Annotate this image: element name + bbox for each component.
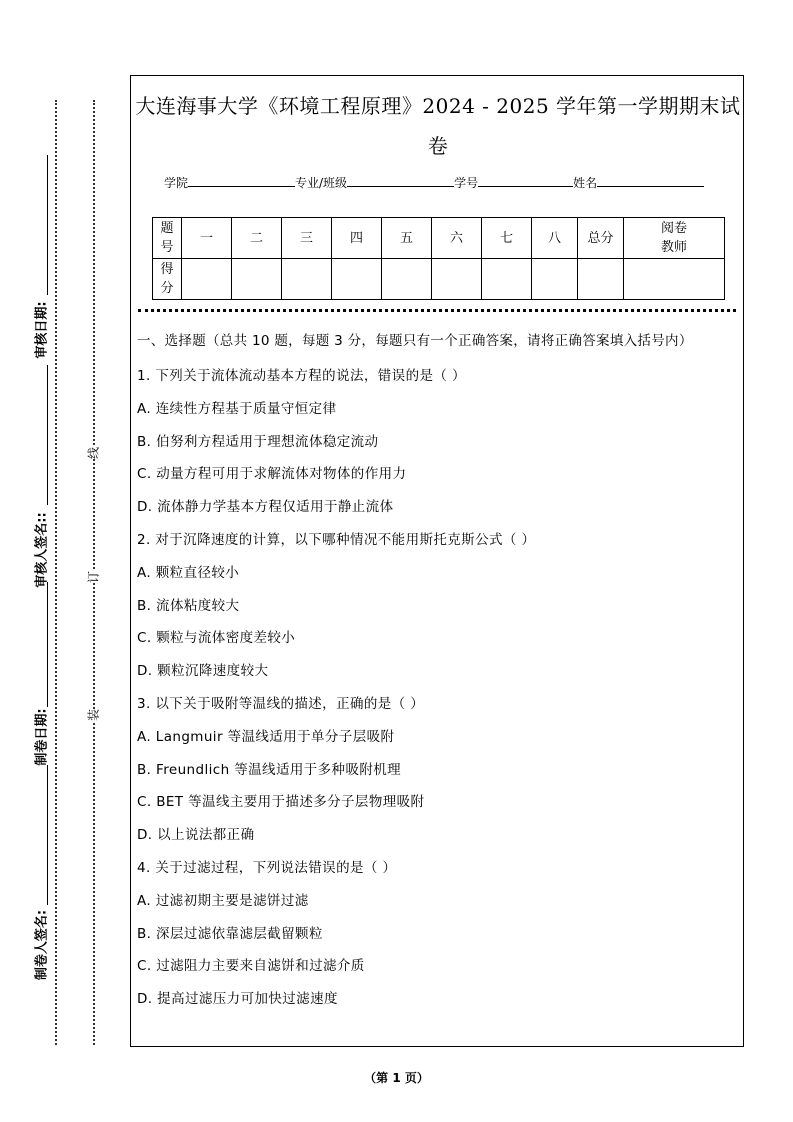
col-header: 八 (532, 218, 578, 259)
col-header: 六 (432, 218, 482, 259)
score-cell[interactable] (282, 259, 332, 300)
question-content (137, 330, 737, 1016)
student-id-label: 学号 (454, 176, 479, 190)
exam-title-line1: 大连海事大学《环境工程原理》2024 - 2025 学年第一学期期末试 (135, 94, 741, 118)
made-date-blank[interactable] (47, 582, 48, 707)
maker-signature-label: 制卷人签名: (34, 909, 50, 981)
question-option: C. 颗粒与流体密度差较小 (137, 630, 296, 647)
question-option: A. Langmuir 等温线适用于单分子层吸附 (137, 728, 395, 745)
col-header: 三 (282, 218, 332, 259)
section-intro: 一、选择题（总共 10 题，每题 3 分，每题只有一个正确答案，请将正确答案填入括号内） (137, 333, 693, 349)
score-table-score-row (153, 259, 725, 300)
question-option: C. BET 等温线主要用于描述多分子层物理吸附 (137, 794, 425, 811)
auditor-signature-label: 审核人签名:: (34, 512, 50, 588)
binding-char-zhuang: 装 (83, 709, 104, 721)
question-option: D. 提高过滤压力可加快过滤速度 (137, 991, 338, 1008)
score-row-header: 得 分 (153, 259, 182, 300)
score-cell[interactable] (332, 259, 382, 300)
question-stem: 3. 以下关于吸附等温线的描述，正确的是（ ） (137, 695, 425, 712)
question-stem: 4. 关于过滤过程，下列说法错误的是（ ） (137, 859, 397, 876)
question-option: D. 以上说法都正确 (137, 827, 255, 844)
question-option: B. Freundlich 等温线适用于多种吸附机理 (137, 761, 402, 778)
student-id-field[interactable] (478, 174, 573, 187)
col-header: 七 (482, 218, 532, 259)
binding-char-line: 线 (83, 447, 104, 459)
reviewer-header: 阅卷 教师 (624, 218, 725, 259)
major-label: 专业/班级 (295, 176, 348, 190)
exam-frame (130, 75, 744, 1047)
question-option: D. 流体静力学基本方程仅适用于静止流体 (137, 499, 394, 516)
col-header: 二 (232, 218, 282, 259)
audit-date-blank[interactable] (47, 155, 48, 295)
exam-title (131, 86, 745, 166)
maker-signature-blank[interactable] (47, 765, 48, 905)
score-table (152, 217, 725, 300)
question-option: B. 伯努利方程适用于理想流体稳定流动 (137, 433, 379, 450)
audit-date-label: 审核日期: (34, 301, 50, 359)
made-date-label: 制卷日期: (34, 708, 50, 766)
question-option: B. 深层过滤依靠滤层截留颗粒 (137, 925, 323, 942)
reviewer-cell[interactable] (624, 259, 725, 300)
auditor-signature-blank[interactable] (47, 365, 48, 505)
college-label: 学院 (164, 176, 189, 190)
student-info-row (164, 174, 704, 191)
college-field[interactable] (188, 174, 295, 187)
page-number: （第 1 页） (364, 1071, 429, 1085)
score-cell[interactable] (182, 259, 232, 300)
question-option: B. 流体粘度较大 (137, 597, 240, 614)
binding-dotted-line-outer (55, 100, 57, 1045)
col-header: 四 (332, 218, 382, 259)
col-header: 五 (382, 218, 432, 259)
dotted-separator (138, 309, 736, 312)
score-cell[interactable] (482, 259, 532, 300)
score-cell[interactable] (432, 259, 482, 300)
score-cell[interactable] (532, 259, 578, 300)
col-header: 一 (182, 218, 232, 259)
question-stem: 1. 下列关于流体流动基本方程的说法，错误的是（ ） (137, 368, 466, 384)
question-stem: 2. 对于沉降速度的计算，以下哪种情况不能用斯托克斯公式（ ） (137, 531, 536, 548)
question-option: A. 过滤初期主要是滤饼过滤 (137, 892, 309, 909)
binding-char-ding: 订 (83, 571, 104, 583)
question-option: A. 连续性方程基于质量守恒定律 (137, 400, 337, 417)
score-cell[interactable] (382, 259, 432, 300)
name-label: 姓名 (573, 176, 598, 190)
exam-title-line2: 卷 (427, 134, 449, 158)
total-score-cell[interactable] (578, 259, 624, 300)
major-field[interactable] (347, 174, 454, 187)
question-option: C. 动量方程可用于求解流体对物体的作用力 (137, 466, 407, 483)
question-option: A. 颗粒直径较小 (137, 564, 240, 581)
total-score-header: 总分 (578, 218, 624, 259)
question-option: C. 过滤阻力主要来自滤饼和过滤介质 (137, 958, 365, 975)
question-option: D. 颗粒沉降速度较大 (137, 663, 269, 680)
score-cell[interactable] (232, 259, 282, 300)
name-field[interactable] (597, 174, 704, 187)
question-number-header: 题 号 (153, 218, 182, 259)
score-table-header-row (153, 218, 725, 259)
